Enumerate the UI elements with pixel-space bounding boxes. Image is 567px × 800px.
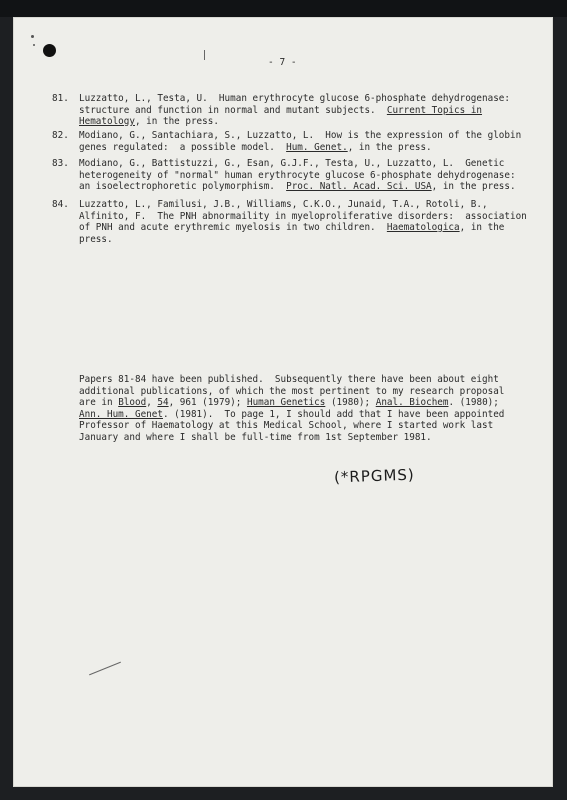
underlined-citation: Hum. Genet. — [286, 141, 348, 153]
reference-number: 84. — [52, 199, 69, 210]
text-segment: structure and function in normal and mutant subjects. — [79, 104, 387, 116]
text-line — [79, 158, 534, 170]
text-line — [79, 181, 534, 193]
scan-speck — [33, 44, 35, 46]
text-segment: Modiano, G., Santachiara, S., Luzzatto, L. How is the expression of the globin — [79, 130, 522, 141]
text-line — [79, 374, 509, 386]
text-line — [79, 170, 534, 182]
scan-top-border — [0, 0, 567, 17]
text-segment: heterogeneity of "normal" human erythrocyte glucose 6-phosphate dehydrogenase: — [79, 169, 516, 181]
text-line — [79, 397, 509, 409]
underlined-citation: Blood — [118, 397, 147, 408]
text-segment: Professor of Haematology at this Medical School, where I started work last — [79, 420, 494, 431]
text-line — [79, 234, 534, 246]
text-segment: , 961 (1979); — [168, 397, 247, 408]
punch-hole-mark — [43, 44, 56, 57]
reference-text — [79, 130, 534, 153]
underlined-citation: Hematology — [79, 116, 135, 127]
reference-number: 82. — [52, 130, 69, 141]
pencil-tick-mark — [204, 50, 205, 60]
text-segment: Luzzatto, L., Testa, U. Human erythrocyte glucose 6-phosphate dehydrogenase: — [79, 93, 510, 104]
publication-note-paragraph — [79, 374, 509, 443]
text-line — [79, 222, 534, 234]
text-line — [79, 386, 509, 398]
text-segment: are in — [79, 397, 119, 408]
text-segment: (1980); — [325, 397, 376, 408]
text-segment: genes regulated: a possible model. — [79, 141, 287, 153]
reference-text — [79, 199, 534, 245]
underlined-citation: Proc. Natl. Acad. Sci. USA — [286, 181, 432, 192]
underlined-citation: Anal. Biochem — [375, 397, 449, 408]
text-segment: , in the — [459, 222, 505, 233]
text-segment: January and where I shall be full-time from 1st September 1981. — [79, 431, 432, 443]
text-segment: additional publications, of which the most pertinent to my research proposal — [79, 385, 505, 397]
document-page — [13, 17, 553, 787]
text-segment: Alfinito, F. The PNH abnormaility in myeloproliferative disorders: association — [79, 210, 527, 222]
text-line — [79, 130, 534, 142]
handwritten-annotation: (*RPGMS) — [333, 465, 416, 487]
text-segment: , — [146, 397, 158, 408]
underlined-citation: Current Topics in — [386, 104, 483, 116]
reference-text — [79, 158, 534, 193]
text-segment: , in the press. — [134, 116, 219, 127]
text-segment: Modiano, G., Battistuzzi, G., Esan, G.J.F., Testa, U., Luzzatto, L. Genetic — [79, 158, 505, 169]
pencil-stroke-mark — [89, 662, 121, 676]
text-segment: , in the press. — [431, 181, 516, 192]
page-number: - 7 - — [268, 57, 297, 68]
text-segment: . (1981). To page 1, I should add that I have been appointed — [162, 408, 505, 420]
text-segment: Luzzatto, L., Familusi, J.B., Williams, C.K.O., Junaid, T.A., Rotoli, B., — [79, 199, 488, 210]
text-segment: Papers 81-84 have been published. Subsequently there have been about eight — [79, 374, 499, 385]
text-line — [79, 199, 534, 211]
text-line — [79, 142, 534, 154]
text-line — [79, 409, 509, 421]
underlined-citation: Haematologica — [386, 222, 460, 233]
text-line — [79, 116, 534, 128]
text-segment: , in the press. — [347, 141, 432, 153]
text-line — [79, 93, 534, 105]
text-segment: an isoelectrophoretic polymorphism. — [79, 181, 287, 192]
text-segment: . (1980); — [448, 397, 499, 408]
underlined-citation: 54 — [157, 397, 169, 408]
reference-number: 83. — [52, 158, 69, 169]
text-line — [79, 432, 509, 444]
text-segment: press. — [79, 233, 113, 245]
text-line — [79, 211, 534, 223]
underlined-citation: Ann. Hum. Genet — [79, 408, 163, 420]
text-line — [79, 420, 509, 432]
text-segment: of PNH and acute erythremic myelosis in two children. — [79, 222, 387, 233]
text-line — [79, 105, 534, 117]
reference-text — [79, 93, 534, 128]
reference-number: 81. — [52, 93, 69, 104]
scan-speck — [31, 35, 34, 38]
underlined-citation: Human Genetics — [246, 397, 326, 408]
